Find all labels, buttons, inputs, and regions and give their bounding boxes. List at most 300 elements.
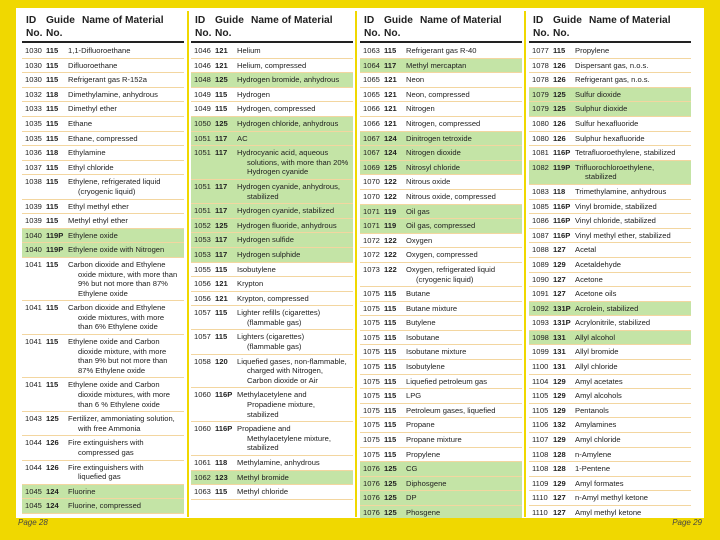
id-number: 1041 bbox=[25, 380, 42, 390]
guide-number: 121 bbox=[215, 46, 228, 55]
material-name bbox=[68, 119, 184, 129]
id-number: 1099 bbox=[532, 347, 549, 357]
material-name-line: stabilized bbox=[247, 409, 279, 419]
id-number: 1039 bbox=[25, 216, 42, 226]
material-name-line: Butylene bbox=[406, 318, 436, 328]
id-number: 1086 bbox=[532, 216, 549, 226]
guide-number: 125 bbox=[553, 104, 566, 114]
guide-number: 131 bbox=[553, 347, 566, 357]
guide-number: 117 bbox=[215, 249, 228, 259]
material-name bbox=[237, 206, 353, 216]
material-name-line: than 6 % Ethylene oxide bbox=[78, 399, 160, 409]
id-number: 1063 bbox=[363, 46, 380, 55]
id-number: 1057 bbox=[194, 332, 211, 342]
material-name-line: Hydrogen fluoride, anhydrous bbox=[237, 220, 337, 230]
material-name-line: CG bbox=[406, 464, 418, 474]
id-number: 1051 bbox=[194, 206, 211, 216]
id-number: 1036 bbox=[25, 148, 42, 158]
material-name-line: AC bbox=[237, 133, 248, 143]
id-number: 1056 bbox=[194, 279, 211, 289]
material-name-line: (flammable gas) bbox=[247, 317, 302, 327]
material-name-line: than 9% but not more than bbox=[78, 356, 168, 366]
material-name bbox=[406, 163, 522, 173]
table-row bbox=[22, 485, 184, 500]
id-number: 1070 bbox=[363, 177, 380, 187]
material-name-line: Dinitrogen tetroxide bbox=[406, 133, 472, 143]
material-name-line: Fluorine bbox=[68, 486, 96, 496]
material-name-line: Fire extinguishers with bbox=[68, 438, 144, 448]
material-name bbox=[68, 501, 184, 511]
table-row bbox=[22, 499, 184, 514]
table-row bbox=[22, 436, 184, 460]
guide-number: 121 bbox=[215, 293, 228, 303]
guide-number: 117 bbox=[215, 181, 228, 191]
id-number: 1052 bbox=[194, 220, 211, 230]
material-name-line: Propylene bbox=[406, 449, 441, 459]
material-name-line: Liquefied gases, non-flammable, bbox=[237, 356, 347, 366]
material-name bbox=[575, 202, 691, 212]
table-row bbox=[360, 389, 522, 404]
material-name bbox=[575, 479, 691, 489]
material-name bbox=[406, 450, 522, 460]
table-row bbox=[360, 102, 522, 117]
table-row bbox=[191, 292, 353, 307]
material-name-line: Sulphur hexafluoride bbox=[575, 133, 645, 143]
guide-number: 115 bbox=[46, 46, 59, 55]
table-row bbox=[529, 200, 691, 215]
guide-number: 125 bbox=[384, 508, 397, 517]
guide-number: 125 bbox=[384, 162, 397, 172]
id-number: 1032 bbox=[25, 89, 42, 99]
material-name-line: Acrylonitrile, stabilized bbox=[575, 318, 651, 328]
material-name-line: Butane mixture bbox=[406, 303, 458, 313]
table-row bbox=[191, 102, 353, 117]
id-header: ID bbox=[364, 15, 375, 26]
guide-number: 121 bbox=[215, 279, 228, 289]
guide-number: 127 bbox=[553, 508, 566, 517]
material-name bbox=[575, 231, 691, 241]
id-number: 1043 bbox=[25, 414, 42, 424]
material-name-line: Acrolein, stabilized bbox=[575, 303, 639, 313]
table-row bbox=[191, 471, 353, 486]
guide-number: 117 bbox=[215, 148, 228, 158]
id-number: 1045 bbox=[25, 486, 42, 496]
material-name-line: Methyl ethyl ether bbox=[68, 216, 128, 226]
material-name bbox=[237, 294, 353, 304]
material-name bbox=[575, 134, 691, 144]
table-row bbox=[360, 44, 522, 59]
table-row bbox=[360, 345, 522, 360]
table-row bbox=[529, 418, 691, 433]
id-number: 1075 bbox=[363, 362, 380, 372]
material-name-line: Propadiene mixture, bbox=[247, 400, 315, 410]
id-number: 1080 bbox=[532, 118, 549, 128]
id-number: 1108 bbox=[532, 449, 549, 459]
column-divider bbox=[355, 11, 357, 517]
material-name bbox=[237, 332, 353, 351]
material-name bbox=[575, 420, 691, 430]
id-number: 1048 bbox=[194, 75, 211, 85]
table-row bbox=[529, 491, 691, 506]
guide-no-header: No. bbox=[384, 28, 401, 39]
id-number: 1075 bbox=[363, 318, 380, 328]
material-name bbox=[68, 134, 184, 144]
guide-number: 125 bbox=[215, 118, 228, 128]
table-row bbox=[529, 229, 691, 244]
material-name bbox=[237, 221, 353, 231]
guide-number: 126 bbox=[553, 133, 566, 143]
guide-header: Guide bbox=[553, 15, 582, 26]
material-name bbox=[575, 119, 691, 129]
material-name bbox=[237, 308, 353, 327]
guide-number: 115 bbox=[46, 216, 59, 226]
guide-number: 119P bbox=[46, 230, 64, 240]
table-row bbox=[22, 229, 184, 244]
material-name-line: Phosgene bbox=[406, 508, 441, 517]
id-number: 1058 bbox=[194, 356, 211, 366]
id-number: 1075 bbox=[363, 391, 380, 401]
table-row bbox=[529, 88, 691, 103]
guide-number: 115 bbox=[384, 318, 397, 328]
table-column-1 bbox=[22, 11, 184, 517]
guide-number: 121 bbox=[384, 104, 397, 114]
material-name-line: Propylene bbox=[575, 46, 610, 55]
table-row bbox=[360, 263, 522, 287]
material-name-line: Propane bbox=[406, 420, 435, 430]
id-number: 1061 bbox=[194, 458, 211, 467]
material-name-line: Amyl acetates bbox=[575, 376, 623, 386]
guide-number: 115 bbox=[384, 289, 397, 299]
table-row bbox=[360, 302, 522, 317]
material-name bbox=[406, 61, 522, 71]
guide-number: 117 bbox=[215, 235, 228, 245]
table-row bbox=[191, 59, 353, 74]
id-number: 1085 bbox=[532, 201, 549, 211]
guide-number: 119 bbox=[384, 206, 397, 216]
id-number: 1107 bbox=[532, 435, 549, 445]
guide-number: 124 bbox=[46, 486, 59, 496]
bottom-border bbox=[0, 526, 720, 540]
material-name bbox=[237, 182, 353, 201]
table-row bbox=[22, 161, 184, 176]
table-row bbox=[360, 491, 522, 506]
column-divider bbox=[187, 11, 189, 517]
guide-number: 115 bbox=[384, 362, 397, 372]
table-row bbox=[360, 205, 522, 220]
guide-number: 129 bbox=[553, 478, 566, 488]
guide-number: 115 bbox=[215, 308, 228, 318]
material-name bbox=[406, 318, 522, 328]
material-name-line: Allyl chloride bbox=[575, 362, 618, 372]
material-name bbox=[406, 406, 522, 416]
table-row bbox=[191, 248, 353, 263]
material-name-line: Oxygen, refrigerated liquid bbox=[406, 264, 496, 274]
material-name-line: n-Amyl methyl ketone bbox=[575, 493, 649, 503]
material-name bbox=[406, 464, 522, 474]
material-name bbox=[406, 236, 522, 246]
guide-number: 115 bbox=[46, 177, 59, 187]
material-name-line: compressed gas bbox=[78, 448, 134, 457]
material-name-line: Amyl formates bbox=[575, 478, 624, 488]
id-number: 1037 bbox=[25, 162, 42, 172]
material-name bbox=[406, 221, 522, 231]
material-name bbox=[68, 337, 184, 375]
guide-number: 119 bbox=[384, 221, 397, 231]
guide-number: 116P bbox=[553, 148, 571, 158]
material-name-line: with free Ammonia bbox=[78, 423, 141, 433]
material-name bbox=[575, 493, 691, 503]
id-number: 1100 bbox=[532, 362, 549, 372]
material-name-line: Difluoroethane bbox=[68, 60, 118, 70]
left-border bbox=[0, 0, 16, 540]
id-number: 1075 bbox=[363, 435, 380, 445]
material-name bbox=[406, 362, 522, 372]
guide-number: 123 bbox=[215, 472, 228, 482]
material-name bbox=[575, 406, 691, 416]
name-header: Name of Material bbox=[82, 15, 164, 26]
guide-number: 125 bbox=[384, 493, 397, 503]
table-row bbox=[360, 219, 522, 234]
id-number: 1109 bbox=[532, 478, 549, 488]
material-name bbox=[68, 90, 184, 100]
material-name-line: Helium, compressed bbox=[237, 60, 307, 70]
material-name-line: Fire extinguishers with bbox=[68, 462, 144, 472]
material-name-line: Carbon dioxide and Ethylene bbox=[68, 303, 166, 313]
id-number: 1030 bbox=[25, 46, 42, 55]
id-number: 1071 bbox=[363, 221, 380, 231]
material-name-line: Oxygen, compressed bbox=[406, 250, 478, 260]
material-name-line: Carbon dioxide and Ethylene bbox=[68, 259, 166, 269]
id-number: 1075 bbox=[363, 376, 380, 386]
material-name-line: Hydrogen chloride, anhydrous bbox=[237, 118, 339, 128]
id-number: 1065 bbox=[363, 75, 380, 85]
id-no-header: No. bbox=[533, 28, 550, 39]
id-number: 1046 bbox=[194, 60, 211, 70]
guide-number: 127 bbox=[553, 289, 566, 299]
guide-number: 118 bbox=[215, 458, 228, 467]
table-row bbox=[360, 146, 522, 161]
guide-number: 122 bbox=[384, 235, 397, 245]
table-row bbox=[529, 331, 691, 346]
material-name bbox=[237, 390, 353, 419]
guide-header: Guide bbox=[215, 15, 244, 26]
material-name-line: Fluorine, compressed bbox=[68, 501, 142, 511]
material-name bbox=[406, 333, 522, 343]
material-name-line: Butane bbox=[406, 289, 431, 299]
material-name-line: charged with Nitrogen, bbox=[247, 366, 323, 376]
column-header bbox=[191, 11, 353, 43]
id-no-header: No. bbox=[195, 28, 212, 39]
id-number: 1067 bbox=[363, 133, 380, 143]
guide-number: 125 bbox=[215, 220, 228, 230]
material-name-line: Ethylene, refrigerated liquid bbox=[68, 177, 161, 187]
material-name bbox=[237, 279, 353, 289]
material-name bbox=[406, 119, 522, 129]
table-column-2 bbox=[191, 11, 353, 517]
id-number: 1070 bbox=[363, 191, 380, 201]
material-name-line: Sulfur dioxide bbox=[575, 89, 622, 99]
table-row bbox=[529, 477, 691, 492]
id-number: 1078 bbox=[532, 60, 549, 70]
table-row bbox=[529, 161, 691, 185]
table-row bbox=[529, 389, 691, 404]
table-row bbox=[22, 175, 184, 199]
table-row bbox=[22, 412, 184, 436]
table-row bbox=[360, 132, 522, 147]
material-name bbox=[575, 216, 691, 226]
id-number: 1055 bbox=[194, 264, 211, 274]
material-name-line: Nitrous oxide, compressed bbox=[406, 191, 496, 201]
guide-number: 129 bbox=[553, 435, 566, 445]
guide-number: 116P bbox=[553, 201, 571, 211]
guide-number: 115 bbox=[384, 376, 397, 386]
material-name-line: Ethylene oxide bbox=[68, 230, 118, 240]
material-name-line: Oil gas bbox=[406, 206, 430, 216]
id-number: 1030 bbox=[25, 75, 42, 85]
material-name-line: Ethylene oxide and Carbon bbox=[68, 380, 160, 390]
material-name bbox=[68, 487, 184, 497]
material-name-line: liquefied gas bbox=[78, 472, 121, 482]
material-name-line: Propane mixture bbox=[406, 435, 462, 445]
table-row bbox=[360, 462, 522, 477]
guide-number: 131P bbox=[553, 303, 571, 313]
material-name-line: Diphosgene bbox=[406, 478, 447, 488]
material-name-line: Trifluorochloroethylene, bbox=[575, 162, 655, 172]
material-name bbox=[406, 377, 522, 387]
table-row bbox=[529, 375, 691, 390]
table-row bbox=[22, 258, 184, 301]
guide-number: 128 bbox=[553, 449, 566, 459]
table-row bbox=[360, 161, 522, 176]
material-name bbox=[68, 104, 184, 114]
id-number: 1049 bbox=[194, 104, 211, 114]
material-name-line: Refrigerant gas R-152a bbox=[68, 75, 147, 85]
material-name bbox=[237, 424, 353, 453]
material-name-line: Nitrous oxide bbox=[406, 177, 451, 187]
guide-number: 116P bbox=[553, 230, 571, 240]
table-row bbox=[529, 302, 691, 317]
material-name bbox=[575, 362, 691, 372]
guide-number: 115 bbox=[46, 118, 59, 128]
id-number: 1064 bbox=[363, 60, 380, 70]
material-name-line: Nitrogen, compressed bbox=[406, 118, 481, 128]
guide-number: 115 bbox=[384, 391, 397, 401]
guide-number: 127 bbox=[553, 274, 566, 284]
guide-number: 129 bbox=[553, 259, 566, 269]
material-name-line: Hydrocyanic acid, aqueous bbox=[237, 148, 329, 158]
column-header bbox=[22, 11, 184, 43]
material-name bbox=[575, 377, 691, 387]
id-number: 1039 bbox=[25, 201, 42, 211]
guide-number: 125 bbox=[553, 89, 566, 99]
id-number: 1105 bbox=[532, 405, 549, 415]
guide-number: 132 bbox=[553, 420, 566, 430]
guide-number: 122 bbox=[384, 191, 397, 201]
guide-header: Guide bbox=[46, 15, 75, 26]
id-number: 1063 bbox=[194, 487, 211, 497]
table-row bbox=[22, 200, 184, 215]
guide-number: 115 bbox=[46, 380, 59, 390]
table-row bbox=[360, 375, 522, 390]
table-row bbox=[360, 418, 522, 433]
table-row bbox=[529, 258, 691, 273]
id-number: 1040 bbox=[25, 245, 42, 255]
table-row bbox=[360, 316, 522, 331]
id-header: ID bbox=[195, 15, 206, 26]
material-name bbox=[406, 90, 522, 100]
material-name-line: Dimethylamine, anhydrous bbox=[68, 89, 158, 99]
material-name-line: solutions, with more than 20% bbox=[247, 157, 349, 167]
guide-number: 117 bbox=[384, 60, 397, 70]
guide-number: 124 bbox=[384, 133, 397, 143]
material-name bbox=[575, 391, 691, 401]
table-row bbox=[529, 360, 691, 375]
id-number: 1076 bbox=[363, 493, 380, 503]
guide-number: 115 bbox=[46, 104, 59, 114]
table-row bbox=[22, 378, 184, 412]
id-number: 1062 bbox=[194, 472, 211, 482]
material-name bbox=[68, 380, 184, 409]
table-row bbox=[360, 59, 522, 74]
id-number: 1038 bbox=[25, 177, 42, 187]
material-name bbox=[237, 458, 353, 468]
material-name bbox=[406, 265, 522, 284]
guide-number: 115 bbox=[384, 347, 397, 357]
material-name bbox=[575, 304, 691, 314]
material-name bbox=[575, 163, 691, 182]
material-name-line: Dimethyl ether bbox=[68, 104, 117, 114]
material-name bbox=[406, 304, 522, 314]
material-name bbox=[575, 333, 691, 343]
id-number: 1075 bbox=[363, 347, 380, 357]
material-name-line: Methylacetylene and bbox=[237, 390, 307, 400]
guide-number: 127 bbox=[553, 493, 566, 503]
material-name-line: Methylacetylene mixture, bbox=[247, 433, 331, 443]
guide-number: 115 bbox=[384, 303, 397, 313]
guide-number: 121 bbox=[384, 89, 397, 99]
material-name bbox=[237, 357, 353, 386]
guide-number: 122 bbox=[384, 264, 397, 274]
material-name-line: Ethylene oxide with Nitrogen bbox=[68, 245, 165, 255]
material-name bbox=[237, 473, 353, 483]
table-row bbox=[529, 462, 691, 477]
name-header: Name of Material bbox=[420, 15, 502, 26]
material-name bbox=[575, 347, 691, 357]
table-row bbox=[191, 456, 353, 471]
guide-number: 131 bbox=[553, 332, 566, 342]
material-name-line: Hydrogen bromide, anhydrous bbox=[237, 75, 340, 85]
material-name-line: Ethyl chloride bbox=[68, 162, 114, 172]
guide-number: 122 bbox=[384, 177, 397, 187]
table-row bbox=[22, 73, 184, 88]
guide-number: 119P bbox=[46, 245, 64, 255]
table-row bbox=[360, 117, 522, 132]
material-name bbox=[237, 250, 353, 260]
guide-number: 116P bbox=[553, 216, 571, 226]
id-number: 1057 bbox=[194, 308, 211, 318]
guide-number: 125 bbox=[215, 75, 228, 85]
material-name-line: Sulfur hexafluoride bbox=[575, 118, 639, 128]
guide-number: 115 bbox=[384, 332, 397, 342]
material-name-line: dioxide mixtures, with more bbox=[78, 390, 171, 400]
table-row bbox=[22, 214, 184, 229]
guide-number: 115 bbox=[46, 133, 59, 143]
table-row bbox=[360, 175, 522, 190]
guide-number: 115 bbox=[384, 449, 397, 459]
id-number: 1050 bbox=[194, 118, 211, 128]
guide-number: 118 bbox=[46, 89, 59, 99]
material-name-line: Liquefied petroleum gas bbox=[406, 376, 488, 386]
